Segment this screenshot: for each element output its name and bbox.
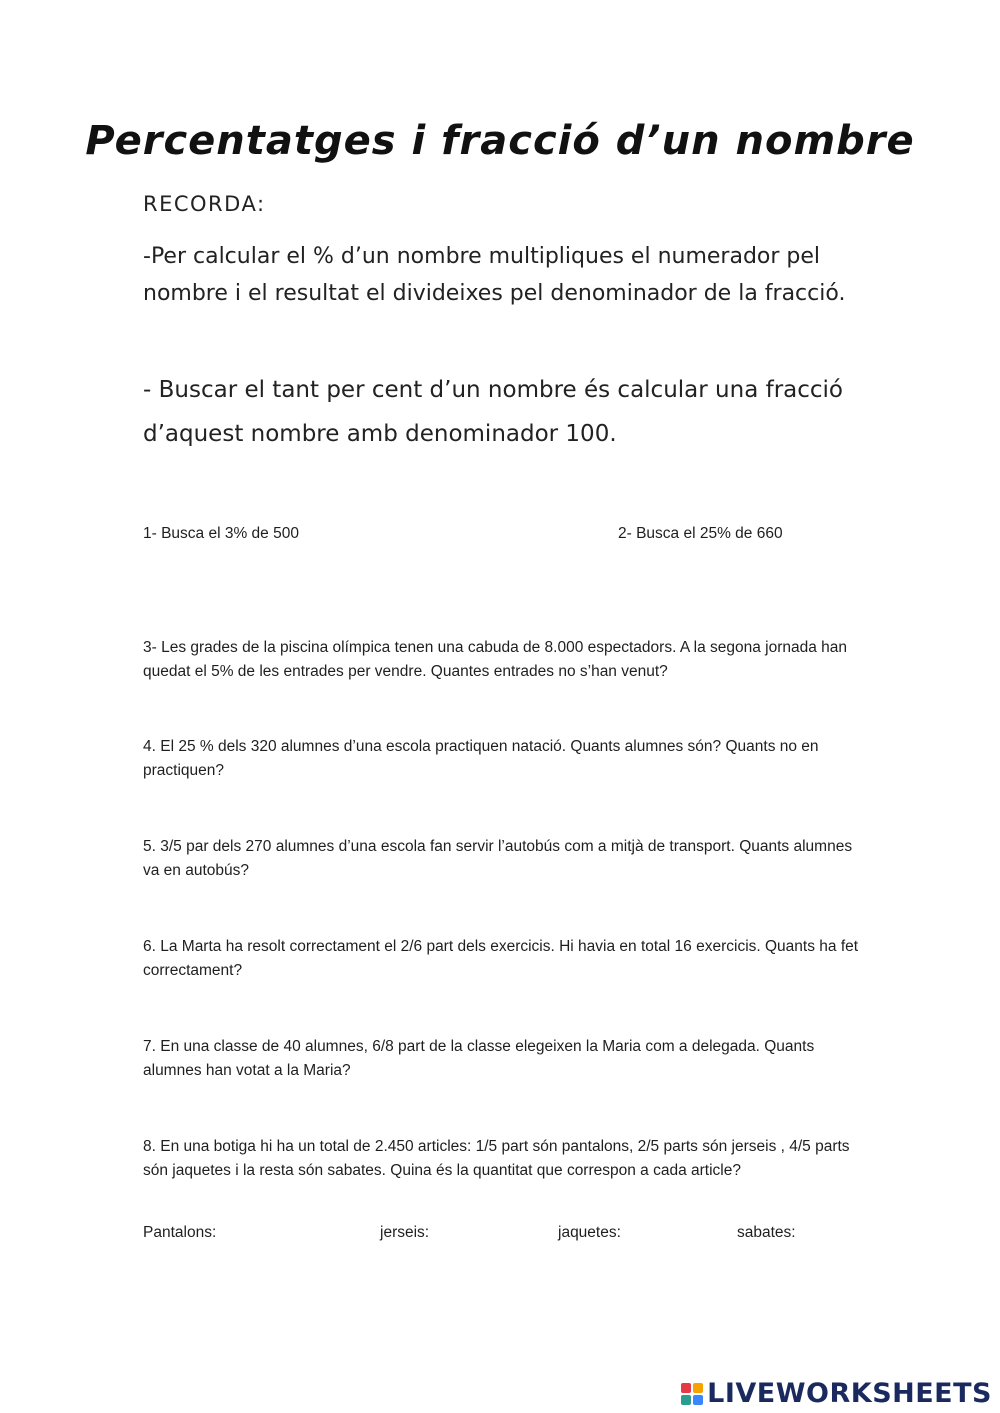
logo-square-4	[693, 1395, 703, 1405]
exercise-4: 4. El 25 % dels 320 alumnes d’una escola practiquen natació. Quants alumnes són? Quants no en practiquen?	[143, 738, 819, 779]
reminder-rule-2: - Buscar el tant per cent d’un nombre és calcular una fracció d’aquest nombre amb denominador 100.	[143, 377, 843, 447]
logo-square-3	[681, 1395, 691, 1405]
logo-text: LIVEWORKSHEETS	[707, 1378, 992, 1409]
reminder-heading: RECORDA:	[143, 192, 266, 216]
logo-square-2	[693, 1383, 703, 1393]
answer-label-jerseis: jerseis:	[380, 1224, 430, 1241]
exercise-8: 8. En una botiga hi ha un total de 2.450 articles: 1/5 part són pantalons, 2/5 parts són jerseis , 4/5 parts són jaquetes i la resta són sabates. Quina és la quantitat que correspon a cada article?	[143, 1138, 850, 1179]
exercise-7: 7. En una classe de 40 alumnes, 6/8 part de la classe elegeixen la Maria com a delegada. Quants alumnes han votat a la Maria?	[143, 1038, 815, 1079]
answer-label-pantalons: Pantalons:	[143, 1224, 217, 1241]
exercise-2: 2- Busca el 25% de 660	[618, 525, 783, 542]
reminder-rule-1: -Per calcular el % d’un nombre multipliques el numerador pel nombre i el resultat el divideixes pel denominador de la fracció.	[143, 244, 846, 306]
logo-icon	[681, 1383, 703, 1405]
exercise-6: 6. La Marta ha resolt correctament el 2/6 part dels exercicis. Hi havia en total 16 exercicis. Quants ha fet correctament?	[143, 938, 859, 979]
exercise-5: 5. 3/5 par dels 270 alumnes d’una escola fan servir l’autobús com a mitjà de transport. Quants alumnes va en autobús?	[143, 838, 853, 879]
answer-label-jaquetes: jaquetes:	[558, 1224, 621, 1241]
answer-label-sabates: sabates:	[737, 1224, 796, 1241]
liveworksheets-logo[interactable]	[681, 1378, 992, 1409]
page-title: Percentatges i fracció d’un nombre	[85, 118, 915, 164]
logo-square-1	[681, 1383, 691, 1393]
exercise-3: 3- Les grades de la piscina olímpica tenen una cabuda de 8.000 espectadors. A la segona jornada han quedat el 5% de les entrades per vendre. Quantes entrades no s’han venut?	[143, 639, 848, 680]
exercise-1: 1- Busca el 3% de 500	[143, 525, 299, 542]
